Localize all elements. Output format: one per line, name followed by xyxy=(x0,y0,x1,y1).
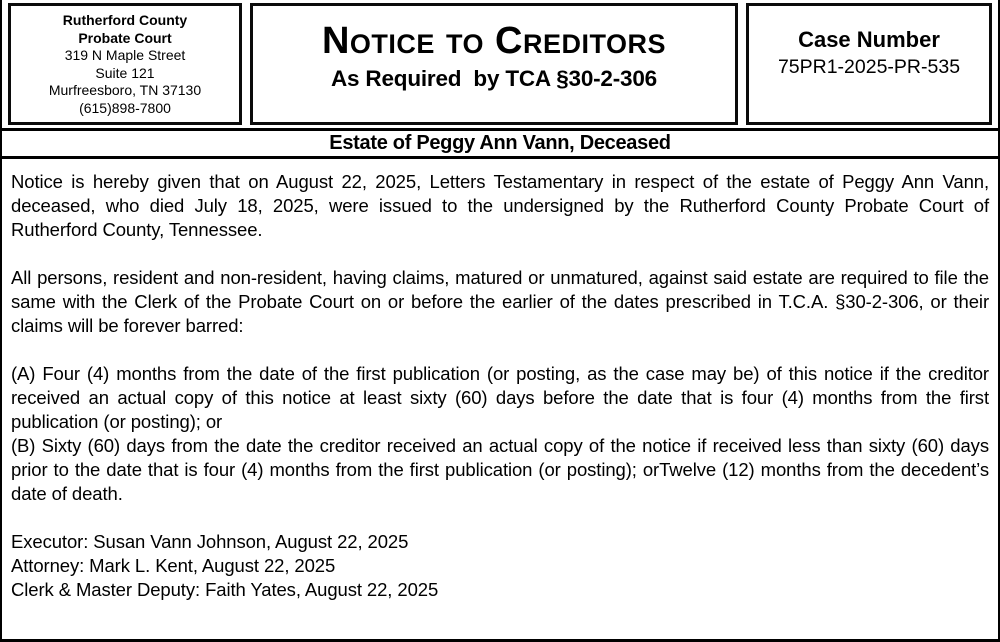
court-suite: Suite 121 xyxy=(95,64,155,81)
executor-line: Executor: Susan Vann Johnson, August 22, 2025 xyxy=(11,531,409,552)
notice-title-box xyxy=(250,3,738,125)
court-name-line2: Probate Court xyxy=(78,29,172,46)
court-street: 319 N Maple Street xyxy=(64,47,186,63)
notice-subtitle: As Required by TCA §30-2-306 xyxy=(331,66,657,91)
case-number-value: 75PR1-2025-PR-535 xyxy=(777,56,961,78)
notice-body xyxy=(2,159,998,602)
clerk-line: Clerk & Master Deputy: Faith Yates, August 22, 2025 xyxy=(11,579,439,600)
court-address-box xyxy=(8,3,242,125)
paragraph-issuance: Notice is hereby given that on August 22, 2025, Letters Testamentary in respect of the estate of Peggy Ann Vann, deceased, who died July 18, 2025, were issued to the undersigned by the Rutherford County Probate Court of Rutherford County, Tennessee. xyxy=(11,171,989,240)
case-number-label: Case Number xyxy=(798,27,940,52)
paragraph-claims: All persons, resident and non-resident, having claims, matured or unmatured, against said estate are required to file the same with the Clerk of the Probate Court on or before the earlier of the dates prescribed in T.C.A. §30-2-306, or their claims will be forever barred: xyxy=(11,267,989,336)
header-row xyxy=(2,0,998,125)
paragraph-clause-b: (B) Sixty (60) days from the date the creditor received an actual copy of the notice if received less than sixty (60) days prior to the date that is four (4) months from the first publication (or posting); orTwelve (12) months from the decedent’s date of death. xyxy=(11,435,989,504)
court-city-state-zip: Murfreesboro, TN 37130 xyxy=(48,82,202,98)
court-name-line1: Rutherford County xyxy=(62,12,188,28)
attorney-line: Attorney: Mark L. Kent, August 22, 2025 xyxy=(11,555,336,576)
court-phone: (615)898-7800 xyxy=(79,99,171,116)
estate-title: Estate of Peggy Ann Vann, Deceased xyxy=(329,132,671,154)
estate-banner xyxy=(2,128,998,159)
case-number-box xyxy=(746,3,992,125)
paragraph-clause-a: (A) Four (4) months from the date of the first publication (or posting, as the case may be) of this notice if the creditor received an actual copy of this notice at least sixty (60) days before the date that is four (4) months from the first publication (or posting); or xyxy=(11,363,989,432)
notice-title: Notice to Creditors xyxy=(321,20,667,62)
